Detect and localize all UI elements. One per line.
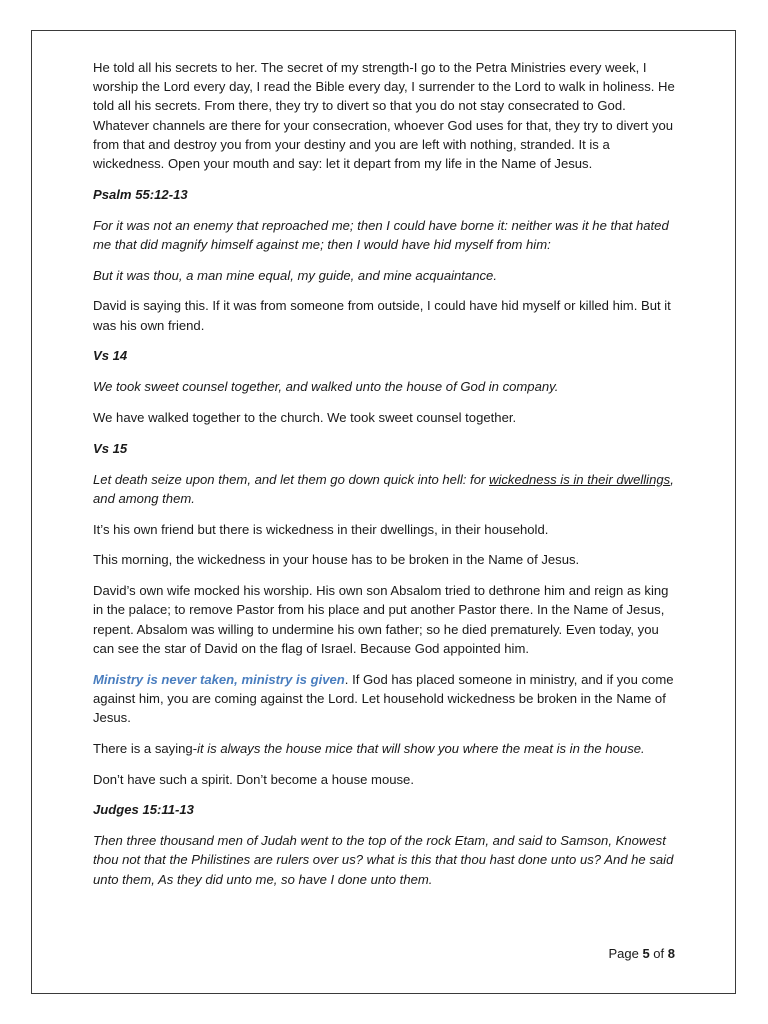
body-paragraph: David is saying this. If it was from someone from outside, I could have hid myself or killed him. But it was his own friend.	[93, 298, 671, 333]
of-label: of	[653, 946, 665, 961]
scripture-reference: Vs 14	[93, 348, 128, 364]
page-number	[608, 946, 675, 961]
current-page: 5	[642, 946, 650, 961]
italic-saying: it is always the house mice that will show you where the meat is in the house.	[197, 740, 645, 756]
scripture-reference: Psalm 55:12-13	[93, 186, 188, 202]
body-text: . If God has placed someone in ministry, and if you come against him, you are coming against the Lord. Let household wickedness be broken in the Name of Jesus.	[93, 671, 674, 725]
page-label: Page	[608, 946, 639, 961]
scripture-verse: For it was not an enemy that reproached me; then I could have borne it: neither was it he that hated me that did magnify himself against me; then I would have hid myself from him:	[93, 217, 669, 252]
body-paragraph: This morning, the wickedness in your house has to be broken in the Name of Jesus.	[93, 552, 580, 568]
body-paragraph	[93, 670, 678, 728]
scripture-verse	[93, 470, 678, 508]
total-pages: 8	[667, 946, 675, 961]
scripture-verse: But it was thou, a man mine equal, my guide, and mine acquaintance.	[93, 267, 497, 283]
document-body	[93, 58, 678, 900]
scripture-verse: We took sweet counsel together, and walked unto the house of God in company.	[93, 379, 559, 395]
verse-text: , and among them.	[93, 471, 674, 506]
body-paragraph: He told all his secrets to her. The secret of my strength-I go to the Petra Ministries every week, I worship the Lord every day, I read the Bible every day, I surrender to the Lord to walk in holiness. He told all his secrets. From there, they try to divert so that you do not stay consecrated to God. Whatever channels are there for your consecration, whoever God uses for that, they try to divert you from that and destroy you from your destiny and you are left with nothing, stranded. It is a wickedness. Open your mouth and say: let it depart from my life in the Name of Jesus.	[93, 60, 675, 172]
scripture-verse: Then three thousand men of Judah went to the top of the rock Etam, and said to Samson, Knowest thou not that the Philistines are rulers over us? what is this that thou hast done unto us? And he said unto them, As they did unto me, so have I done unto them.	[93, 833, 674, 887]
body-paragraph: Don’t have such a spirit. Don’t become a house mouse.	[93, 771, 414, 787]
scripture-reference: Judges 15:11-13	[93, 802, 194, 818]
body-text: There is a saying-	[93, 740, 198, 756]
underlined-phrase: wickedness is in their dwellings	[488, 471, 671, 487]
body-paragraph	[93, 739, 678, 758]
scripture-reference: Vs 15	[93, 440, 128, 456]
highlighted-phrase: Ministry is never taken, ministry is given	[93, 671, 345, 687]
body-paragraph: David’s own wife mocked his worship. His own son Absalom tried to dethrone him and reign as king in the palace; to remove Pastor from his place and put another Pastor there. In the Name of Jesus, repent. Absalom was willing to undermine his own father; so he died prematurely. Even today, you can see the star of David on the flag of Israel. Because God appointed him.	[93, 583, 669, 656]
verse-text: Let death seize upon them, and let them go down quick into hell: for	[93, 471, 489, 487]
body-paragraph: It’s his own friend but there is wickedness in their dwellings, in their household.	[93, 521, 549, 537]
body-paragraph: We have walked together to the church. We took sweet counsel together.	[93, 410, 517, 425]
